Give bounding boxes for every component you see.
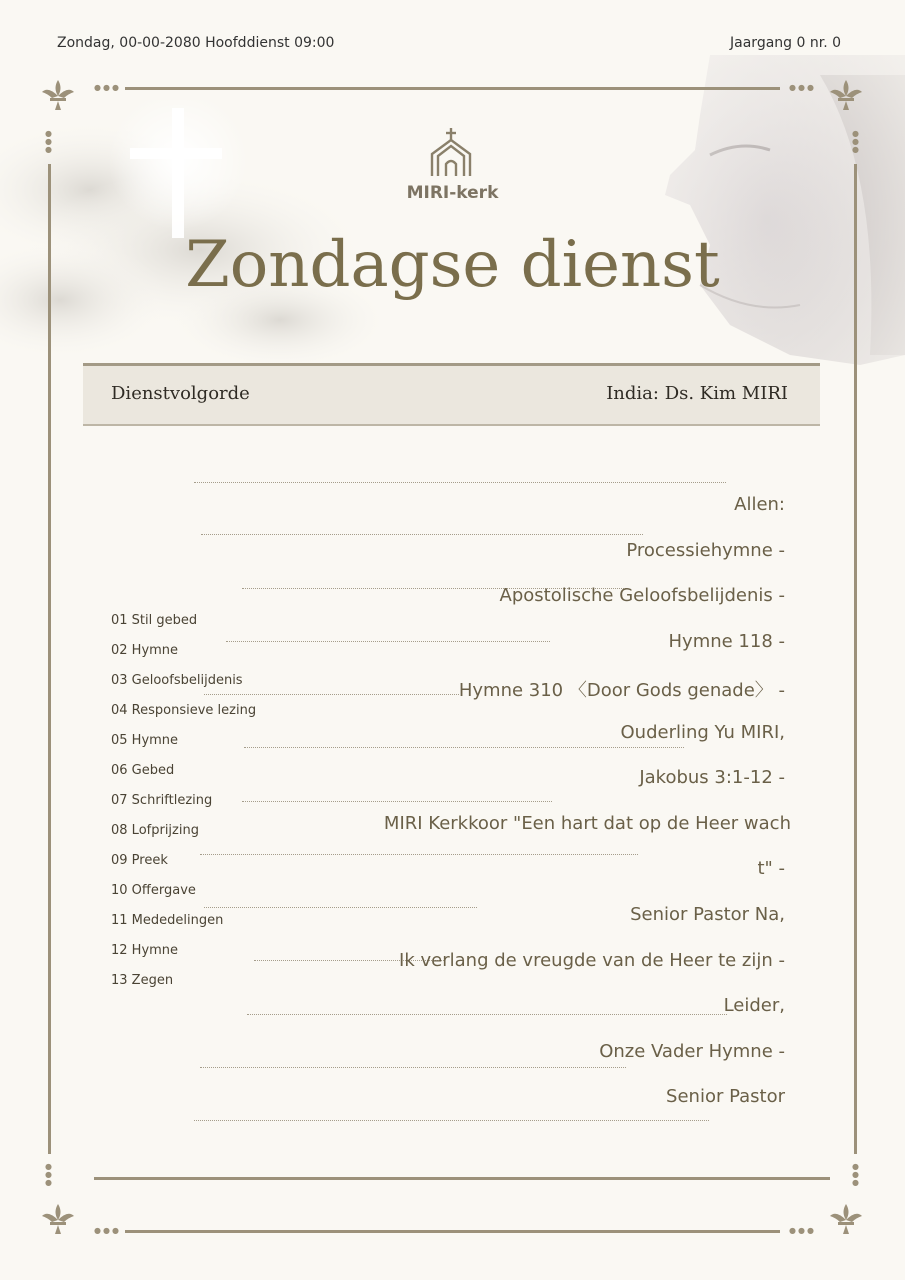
detail-text: Ouderling Yu MIRI,: [620, 722, 785, 743]
frame-dots: ● ● ●: [852, 1162, 861, 1187]
frame-dots: ●●●: [94, 1226, 121, 1235]
service-date-line: Zondag, 00-00-2080 Hoofddienst 09:00: [57, 35, 335, 51]
detail-text: Hymne 118 -: [668, 631, 785, 652]
frame-bottom-line: [125, 1230, 780, 1233]
dotted-leader: [242, 801, 552, 802]
order-item: 07 Schriftlezing: [111, 793, 213, 808]
page-title: Zondagse dienst: [185, 228, 720, 302]
order-label: Dienstvolgorde: [111, 383, 250, 404]
detail-text: Hymne 310 〈Door Gods genade〉 -: [458, 680, 785, 701]
order-item: 04 Responsieve lezing: [111, 703, 257, 718]
order-item: 05 Hymne: [111, 733, 179, 748]
detail-text: Allen:: [734, 494, 785, 515]
frame-dots: ● ● ●: [852, 129, 861, 154]
order-item: 02 Hymne: [111, 643, 179, 658]
detail-text: MIRI Kerkkoor "Een hart dat op de Heer wach: [383, 813, 791, 834]
order-item: 12 Hymne: [111, 943, 179, 958]
frame-left-line: [48, 164, 51, 1154]
detail-text: Senior Pastor: [666, 1086, 785, 1107]
detail-text: Jakobus 3:1-12 -: [639, 767, 785, 788]
dotted-leader: [201, 534, 643, 535]
frame-dots: ● ● ●: [45, 1162, 54, 1187]
detail-text: Leider,: [723, 995, 785, 1016]
dotted-leader: [200, 1067, 626, 1068]
order-item: 03 Geloofsbelijdenis: [111, 673, 243, 688]
fleur-de-lis-icon: [826, 76, 866, 116]
frame-top-line: [125, 87, 780, 90]
preacher-name: India: Ds. Kim MIRI: [606, 383, 788, 404]
dotted-leader: [200, 854, 638, 855]
order-item: 13 Zegen: [111, 973, 174, 988]
fleur-de-lis-icon: [38, 76, 78, 116]
dotted-leader: [226, 641, 550, 642]
order-item: 06 Gebed: [111, 763, 175, 778]
frame-dots: ● ● ●: [45, 129, 54, 154]
frame-bottom-inner-line: [94, 1177, 830, 1180]
dotted-leader: [194, 1120, 709, 1121]
order-item: 10 Offergave: [111, 883, 196, 898]
dotted-leader: [247, 1014, 727, 1015]
dotted-leader: [244, 747, 684, 748]
dotted-leader: [194, 482, 726, 483]
detail-text: Processiehymne -: [626, 540, 785, 561]
detail-text: Apostolische Geloofsbelijdenis -: [499, 585, 785, 606]
detail-text: Onze Vader Hymne -: [599, 1041, 785, 1062]
church-icon: [428, 126, 474, 178]
order-item: 08 Lofprijzing: [111, 823, 199, 838]
dotted-leader: [204, 694, 459, 695]
frame-dots: ●●●: [789, 83, 816, 92]
issue-number: Jaargang 0 nr. 0: [730, 35, 841, 51]
order-item: 09 Preek: [111, 853, 168, 868]
frame-dots: ●●●: [789, 1226, 816, 1235]
dotted-leader: [204, 907, 477, 908]
detail-text: Senior Pastor Na,: [630, 904, 785, 925]
order-header-bar: [83, 363, 820, 426]
fleur-de-lis-icon: [38, 1200, 78, 1240]
frame-right-line: [854, 164, 857, 1154]
frame-dots: ●●●: [94, 83, 121, 92]
fleur-de-lis-icon: [826, 1200, 866, 1240]
church-name: MIRI-kerk: [406, 183, 499, 203]
detail-text: t" -: [757, 858, 785, 879]
order-item: 01 Stil gebed: [111, 613, 198, 628]
order-item: 11 Mededelingen: [111, 913, 224, 928]
detail-text: Ik verlang de vreugde van de Heer te zijn -: [399, 950, 785, 971]
